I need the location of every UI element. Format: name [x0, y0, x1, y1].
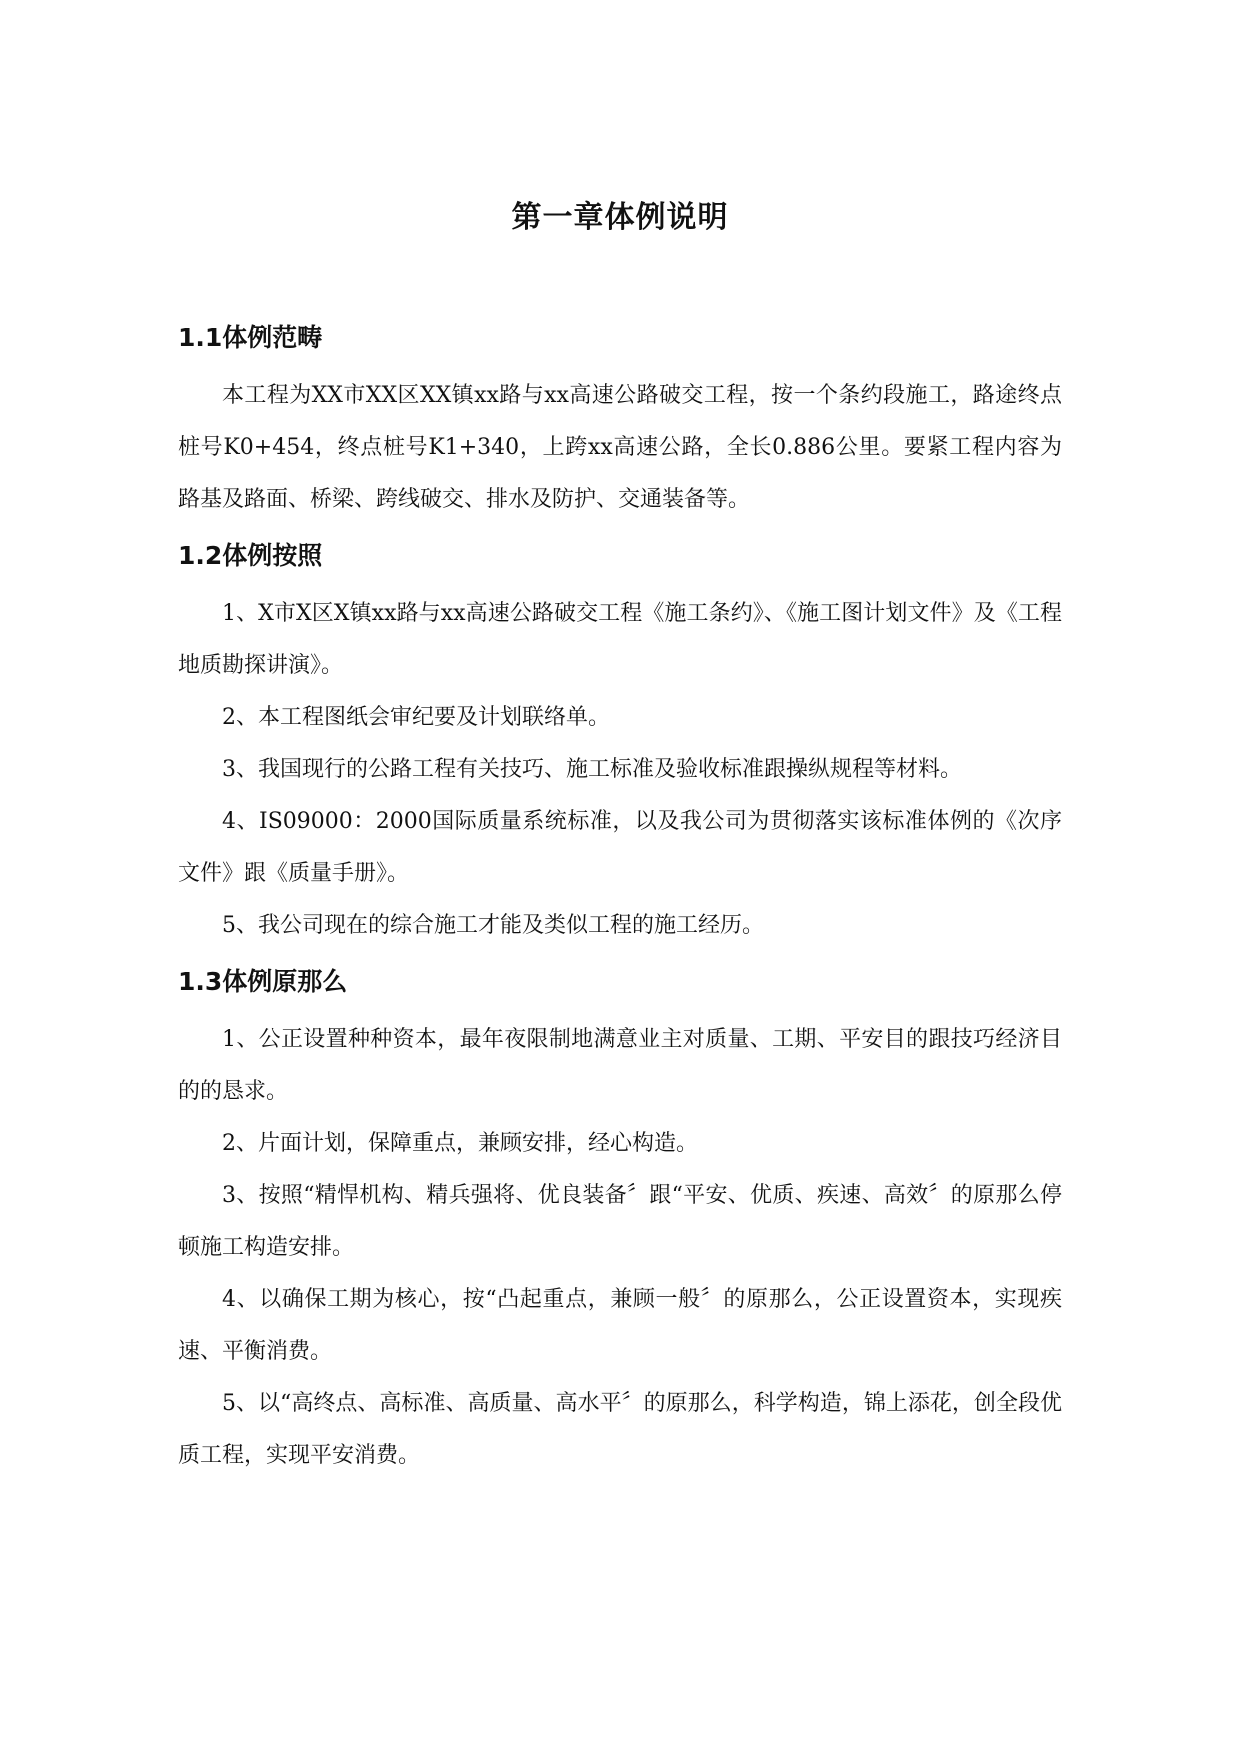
document-body [178, 196, 1062, 1492]
section-heading: 1.3体例原那么 [178, 967, 348, 996]
paragraph: 4、IS09000：2000国际质量系统标准，以及我公司为贯彻落实该标准体例的《次序文件》跟《质量手册》。 [178, 809, 1062, 886]
section-heading: 1.2体例按照 [178, 541, 323, 570]
paragraph: 本工程为XX市XX区XX镇xx路与xx高速公路破交工程，按一个条约段施工，路途终点桩号K0+454，终点桩号K1+340，上跨xx高速公路，全长0.886公里。要紧工程内容为路基及路面、桥梁、跨线破交、排水及防护、交通装备等。 [178, 383, 1062, 512]
section-1-1 [178, 318, 1062, 526]
paragraph: 3、我国现行的公路工程有关技巧、施工标准及验收标准跟操纵规程等材料。 [222, 757, 962, 782]
paragraph: 2、片面计划，保障重点，兼顾安排，经心构造。 [222, 1131, 698, 1156]
paragraph: 1、公正设置种种资本，最年夜限制地满意业主对质量、工期、平安目的跟技巧经济目的的恳求。 [178, 1027, 1062, 1104]
paragraph: 4、以确保工期为核心，按“凸起重点，兼顾一般〞的原那么，公正设置资本，实现疾速、平衡消费。 [178, 1287, 1062, 1364]
paragraph: 1、X市X区X镇xx路与xx高速公路破交工程《施工条约》、《施工图计划文件》及《工程地质勘探讲演》。 [178, 601, 1062, 678]
paragraph: 5、以“高终点、高标准、高质量、高水平〞的原那么，科学构造，锦上添花，创全段优质工程，实现平安消费。 [178, 1391, 1062, 1468]
chapter-title: 第一章体例说明 [511, 200, 729, 235]
paragraph: 5、我公司现在的综合施工才能及类似工程的施工经历。 [222, 913, 764, 938]
paragraph: 3、按照“精悍机构、精兵强将、优良装备〞跟“平安、优质、疾速、高效〞的原那么停顿施工构造安排。 [178, 1183, 1062, 1260]
section-1-3 [178, 962, 1062, 1482]
section-heading: 1.1体例范畴 [178, 323, 323, 352]
section-1-2 [178, 536, 1062, 952]
paragraph: 2、本工程图纸会审纪要及计划联络单。 [222, 705, 610, 730]
